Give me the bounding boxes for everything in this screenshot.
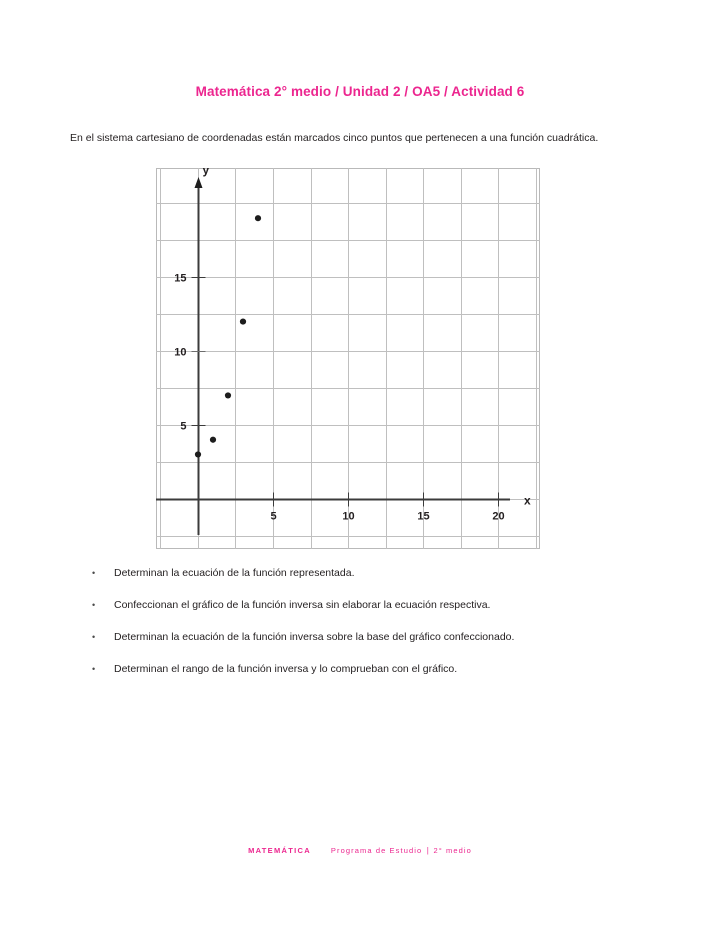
list-item [88,662,648,676]
data-point [255,215,261,221]
y-axis-tick-label: 10 [174,346,187,359]
bullet-marker-icon: • [92,664,96,674]
coordinate-graph [156,168,540,549]
list-item-text: Determinan la ecuación de la función representada. [114,567,355,579]
list-item-text: Determinan el rango de la función inversa y lo comprueban con el gráfico. [114,663,458,675]
y-axis-tick-label: 5 [180,420,187,433]
task-bullet-list [88,566,648,694]
list-item [88,630,648,644]
data-point [240,318,246,324]
footer-program: Programa de Estudio [330,846,423,855]
page-footer [0,846,720,855]
x-axis-tick-label: 20 [492,510,505,523]
data-point [210,437,216,443]
bullet-marker-icon: • [92,568,96,578]
x-axis-tick-label: 5 [270,510,277,523]
y-axis-arrow-icon [195,177,203,188]
cartesian-plane-figure [156,168,540,549]
footer-separator: | [426,846,429,855]
intro-paragraph: En el sistema cartesiano de coordenadas están marcados cinco puntos que pertenecen a una función cuadrática. [70,131,599,144]
data-point [225,392,231,398]
page-title: Matemática 2° medio / Unidad 2 / OA5 / Actividad 6 [195,84,525,99]
bullet-marker-icon: • [92,600,96,610]
x-axis-label: x [524,493,531,508]
list-item [88,566,648,580]
footer-brand: MATEMÁTICA [248,846,311,855]
data-point [195,451,201,457]
bullet-marker-icon: • [92,632,96,642]
x-axis-tick-label: 10 [342,510,355,523]
list-item-text: Determinan la ecuación de la función inversa sobre la base del gráfico confeccionado. [114,631,515,643]
footer-level: 2° medio [433,846,472,855]
list-item-text: Confeccionan el gráfico de la función inversa sin elaborar la ecuación respectiva. [114,599,491,611]
y-axis-label: y [202,168,210,177]
x-axis-tick-label: 15 [417,510,430,523]
list-item [88,598,648,612]
y-axis-tick-label: 15 [174,272,187,285]
